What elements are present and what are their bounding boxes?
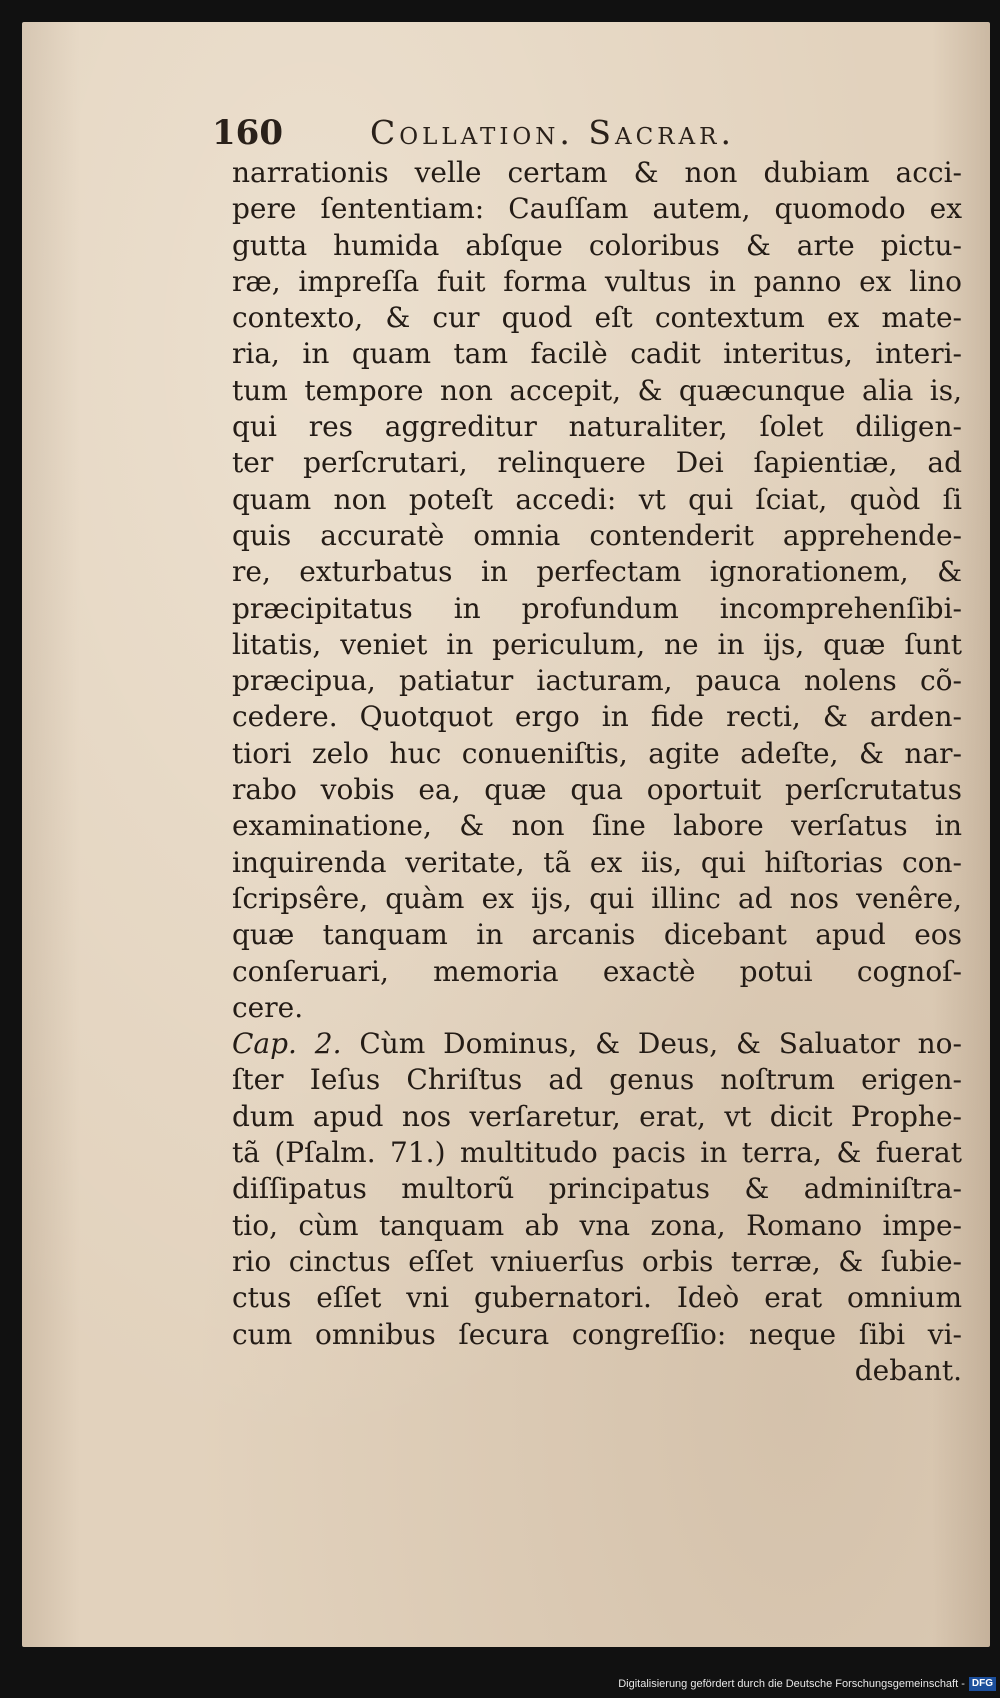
text-line: inquirenda veritate, tã ex iis, qui hiſtorias con- xyxy=(232,845,962,879)
running-title: Collation. Sacrar. xyxy=(370,113,735,152)
text-line: conſeruari, memoria exactè potui cognoſ- xyxy=(232,954,962,988)
text-line: ctus eſſet vni gubernatori. Ideò erat omnium xyxy=(232,1281,962,1315)
chapter-2-text: Cùm Dominus, & Deus, & Saluator no- xyxy=(359,1027,962,1061)
text-line: tiori zelo huc conueniſtis, agite adeſte, & nar- xyxy=(232,736,962,770)
text-line: ſcripsêre, quàm ex ijs, qui illinc ad nos venêre, xyxy=(232,881,962,915)
text-line: cere. xyxy=(232,990,304,1024)
text-line: quæ tanquam in arcanis dicebant apud eos xyxy=(232,918,962,952)
text-line: contexto, & cur quod eſt contextum ex mate- xyxy=(232,301,962,335)
text-line: tã (Pſalm. 71.) multitudo pacis in terra, & fuerat xyxy=(232,1136,962,1170)
dfg-logo: DFG xyxy=(969,1677,996,1691)
text-line: examinatione, & non ſine labore verſatus in xyxy=(232,809,962,843)
text-line: qui res aggreditur naturaliter, ſolet diligen- xyxy=(232,410,962,444)
text-line: præcipitatus in profundum incomprehenſibi- xyxy=(232,591,962,625)
text-line: cedere. Quotquot ergo in fide recti, & arden- xyxy=(232,700,962,734)
text-line: pere ſententiam: Cauſſam autem, quomodo ex xyxy=(232,192,962,226)
credit-text: Digitalisierung gefördert durch die Deutsche Forschungsgemeinschaft - xyxy=(618,1678,965,1690)
text-line: præcipua, patiatur iacturam, pauca nolens cõ- xyxy=(232,664,962,698)
chapter-2-first-line xyxy=(232,1026,962,1062)
text-line: ræ, impreſſa fuit forma vultus in panno ex lino xyxy=(232,264,962,298)
text-line: dum apud nos verſaretur, erat, vt dicit Prophe- xyxy=(232,1099,962,1133)
text-line: rabo vobis ea, quæ qua oportuit perſcrutatus xyxy=(232,773,962,807)
text-line: re, exturbatus in perfectam ignorationem, & xyxy=(232,555,962,589)
text-line: gutta humida abſque coloribus & arte pictu- xyxy=(232,228,962,262)
text-line: ria, in quam tam facilè cadit interitus, interi- xyxy=(232,337,962,371)
digitization-credit xyxy=(618,1674,996,1694)
text-line: diſſipatus multorũ principatus & adminiſtra- xyxy=(232,1172,962,1206)
chapter-label: Cap. 2. xyxy=(232,1027,342,1061)
text-line: quis accuratè omnia contenderit apprehende- xyxy=(232,518,962,552)
text-line: litatis, veniet in periculum, ne in ijs, quæ ſunt xyxy=(232,627,962,661)
text-line: rio cinctus eſſet vniuerſus orbis terræ, & ſubie- xyxy=(232,1244,962,1278)
text-line: quam non poteſt accedi: vt qui ſciat, quòd ſi xyxy=(232,482,962,516)
page-number: 160 xyxy=(212,113,283,153)
catchword: debant. xyxy=(854,1353,962,1387)
text-line: narrationis velle certam & non dubiam acci- xyxy=(232,156,962,189)
text-line: tio, cùm tanquam ab vna zona, Romano impe- xyxy=(232,1208,962,1242)
main-text xyxy=(232,155,962,1389)
text-line: ter perſcrutari, relinquere Dei ſapientiæ, ad xyxy=(232,446,962,480)
text-line: cum omnibus ſecura congreſſio: neque ſibi vi- xyxy=(232,1317,962,1351)
page-header xyxy=(212,113,892,153)
text-line: ſter Ieſus Chriſtus ad genus noſtrum erigen- xyxy=(232,1063,962,1097)
text-line: tum tempore non accepit, & quæcunque alia is, xyxy=(232,373,962,407)
